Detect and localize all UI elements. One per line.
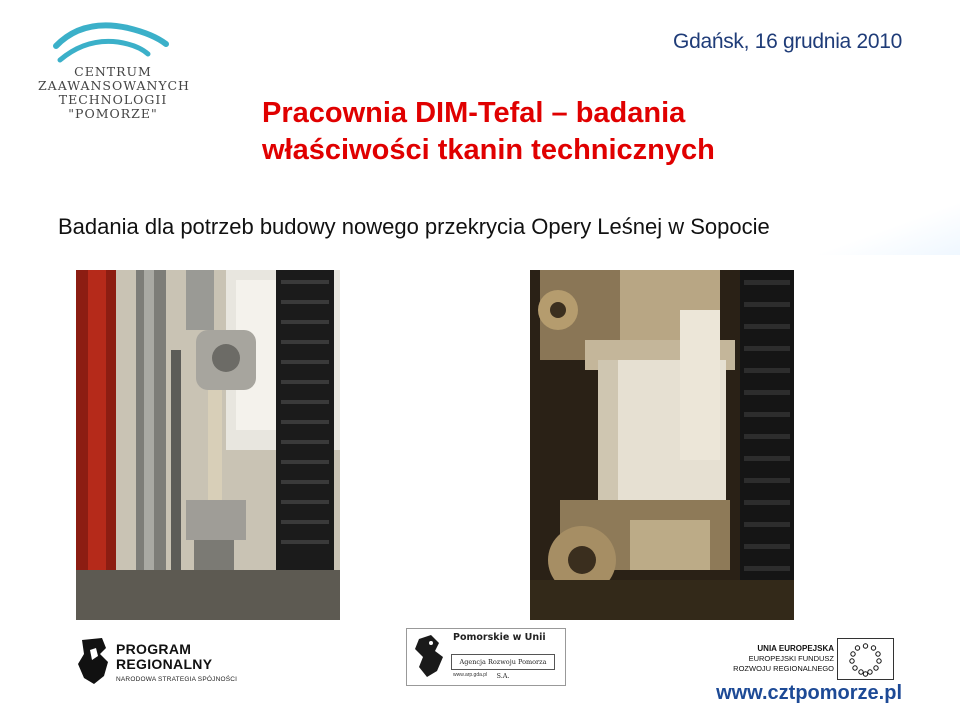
title-line-1: Pracownia DIM-Tefal – badania: [262, 97, 686, 129]
program-line-2: REGIONALNY: [116, 656, 213, 672]
slide-subtitle: Badania dla potrzeb budowy nowego przekrycia Opery Leśnej w Sopocie: [58, 214, 770, 239]
title-line-2: właściwości tkanin technicznych: [262, 134, 715, 166]
logo-line-2: ZAAWANSOWANYCH: [38, 78, 190, 93]
fabric-specimen-photo: [530, 270, 794, 620]
logo-line-3: TECHNOLOGII: [58, 92, 168, 107]
czt-logo: [38, 20, 188, 130]
logo-arc-icon: [38, 20, 188, 70]
eu-logo: [720, 636, 896, 680]
slide-title: [262, 95, 822, 169]
eu-flag-icon: [837, 638, 894, 680]
logo-text: [38, 65, 188, 121]
eagle-map-icon: [76, 636, 112, 686]
pomorskie-url: www.arp.gda.pl: [453, 672, 488, 678]
pomorskie-w-unii-logo: [406, 628, 566, 686]
eu-line-2: EUROPEJSKI FUNDUSZ: [748, 654, 834, 663]
griffin-icon: [409, 631, 451, 683]
eu-line-1: UNIA EUROPEJSKA: [757, 644, 834, 653]
pomorskie-agency: Agencja Rozwoju Pomorza S.A.: [451, 654, 555, 670]
pomorskie-title: Pomorskie w Unii: [453, 632, 546, 643]
date-label: Gdańsk, 16 grudnia 2010: [673, 30, 902, 53]
eu-line-3: ROZWOJU REGIONALNEGO: [733, 664, 834, 673]
logo-line-4: "POMORZE": [68, 106, 158, 121]
program-regionalny-logo: [76, 636, 251, 688]
program-line-3: NARODOWA STRATEGIA SPÓJNOŚCI: [116, 676, 238, 683]
logo-line-1: CENTRUM: [74, 64, 152, 79]
testing-machine-photo: [76, 270, 340, 620]
program-line-1: PROGRAM: [116, 641, 192, 657]
website-link[interactable]: www.cztpomorze.pl: [716, 682, 902, 704]
